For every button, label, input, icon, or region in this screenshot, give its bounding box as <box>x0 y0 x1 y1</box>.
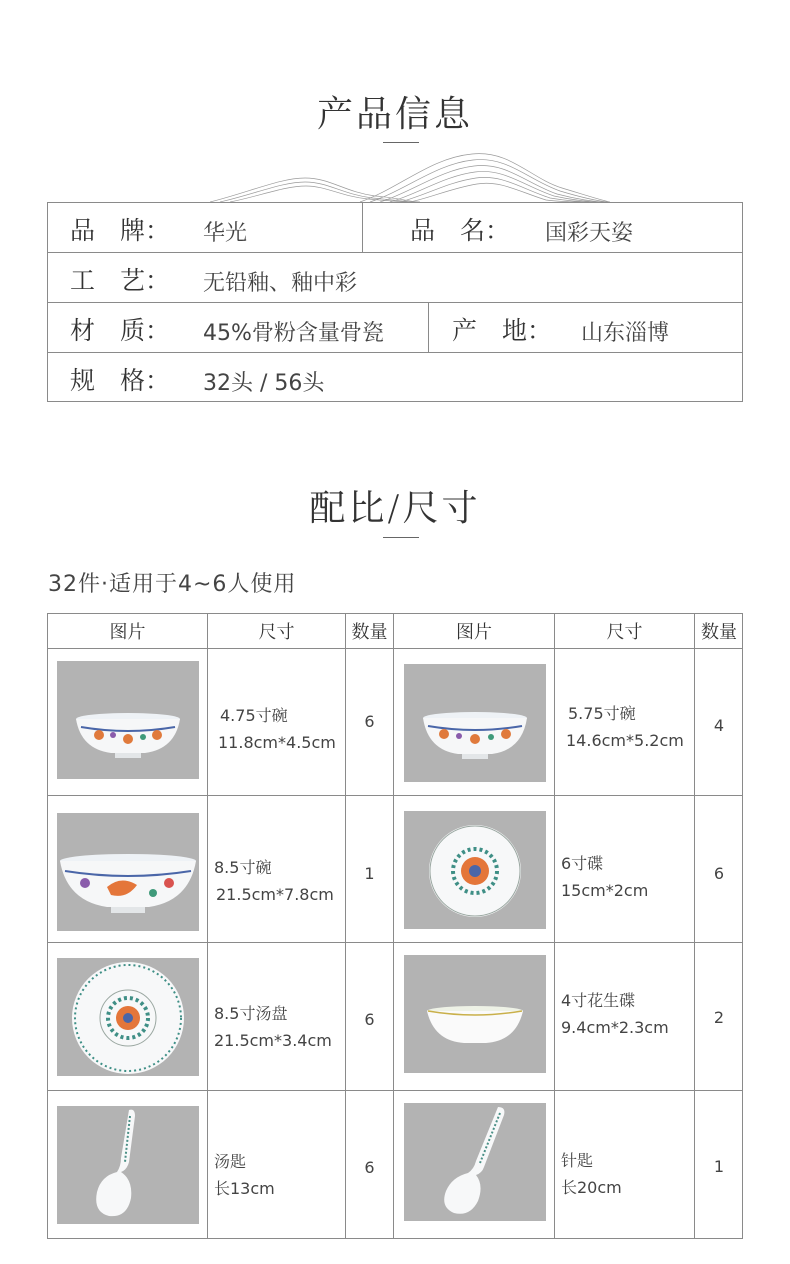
qty-cell: 6 <box>364 1158 375 1177</box>
parts-table <box>47 613 743 1239</box>
size-cell <box>214 1000 332 1054</box>
qty-cell: 4 <box>713 716 725 735</box>
header-photo: 图片 <box>109 622 146 643</box>
title-divider <box>383 142 419 143</box>
size-cell <box>218 702 336 756</box>
size-cell <box>214 1148 275 1202</box>
header-size: 尺寸 <box>606 622 643 643</box>
header-size: 尺寸 <box>258 622 295 643</box>
spec-value: 32头 / 56头 <box>203 371 325 396</box>
craft-label: 工 艺： <box>70 266 171 295</box>
info-row-material <box>48 303 742 353</box>
size-cell <box>566 700 684 754</box>
cell-divider <box>362 203 363 252</box>
soup-spoon-photo <box>57 1106 199 1224</box>
origin-label: 产 地： <box>452 316 553 345</box>
soup-plate-photo <box>57 958 199 1076</box>
craft-value: 无铅釉、釉中彩 <box>203 271 358 296</box>
info-row-craft <box>48 253 742 303</box>
brand-label: 品 牌： <box>70 216 171 245</box>
qty-cell: 6 <box>364 712 375 731</box>
item-name: 6寸碟 <box>561 854 604 873</box>
medium-bowl-photo <box>404 664 546 782</box>
grid-line <box>48 942 742 943</box>
qty-cell: 6 <box>713 864 725 883</box>
origin-value: 山东淄博 <box>581 321 670 346</box>
qty-cell: 1 <box>364 864 375 883</box>
qty-cell: 6 <box>364 1010 375 1029</box>
item-dimensions: 11.8cm*4.5cm <box>218 733 336 752</box>
material-value: 45%骨粉含量骨瓷 <box>203 321 384 346</box>
header-qty: 数量 <box>701 622 737 643</box>
small-bowl-photo <box>57 661 199 779</box>
item-name: 4.75寸碗 <box>220 706 288 725</box>
grid-line <box>393 614 394 1238</box>
material-label: 材 质： <box>70 316 171 345</box>
title-divider <box>383 537 419 538</box>
grid-line <box>694 614 695 1238</box>
item-dimensions: 21.5cm*3.4cm <box>214 1031 332 1050</box>
product-info-title: 产品信息 <box>316 94 473 135</box>
size-cell <box>214 854 334 908</box>
qty-cell: 1 <box>713 1157 725 1176</box>
item-dimensions: 长20cm <box>561 1178 622 1197</box>
peanut-dish-photo <box>404 955 546 1073</box>
item-dimensions: 21.5cm*7.8cm <box>216 885 334 904</box>
header-qty: 数量 <box>351 622 388 643</box>
ratio-size-title: 配比/尺寸 <box>309 488 481 529</box>
header-photo: 图片 <box>456 622 492 643</box>
spec-label: 规 格： <box>70 366 171 395</box>
info-row-brand <box>48 203 742 253</box>
long-spoon-photo <box>404 1103 546 1221</box>
size-cell <box>561 987 669 1041</box>
dish-photo <box>404 811 546 929</box>
mountain-lines-decoration <box>210 148 610 204</box>
cell-divider <box>428 303 429 352</box>
grid-line <box>48 795 742 796</box>
item-name: 8.5寸汤盘 <box>214 1004 288 1023</box>
size-cell <box>561 850 648 904</box>
item-name: 5.75寸碗 <box>568 704 636 723</box>
large-bowl-photo <box>57 813 199 931</box>
grid-line <box>554 614 555 1238</box>
product-info-table <box>47 202 743 402</box>
qty-cell: 2 <box>713 1008 725 1027</box>
info-row-spec <box>48 353 742 403</box>
set-subtitle: 32件·适用于4~6人使用 <box>48 572 297 597</box>
grid-line <box>48 1090 742 1091</box>
name-value: 国彩天姿 <box>545 221 634 246</box>
item-name: 4寸花生碟 <box>561 991 636 1010</box>
item-dimensions: 14.6cm*5.2cm <box>566 731 684 750</box>
grid-line <box>207 614 208 1238</box>
item-dimensions: 9.4cm*2.3cm <box>561 1018 669 1037</box>
size-cell <box>561 1147 622 1201</box>
name-label: 品 名： <box>410 216 511 245</box>
item-dimensions: 15cm*2cm <box>561 881 649 900</box>
item-name: 针匙 <box>561 1151 594 1170</box>
brand-value: 华光 <box>203 221 248 246</box>
grid-line <box>345 614 346 1238</box>
item-name: 汤匙 <box>214 1152 247 1171</box>
item-dimensions: 长13cm <box>214 1179 275 1198</box>
item-name: 8.5寸碗 <box>214 858 272 877</box>
